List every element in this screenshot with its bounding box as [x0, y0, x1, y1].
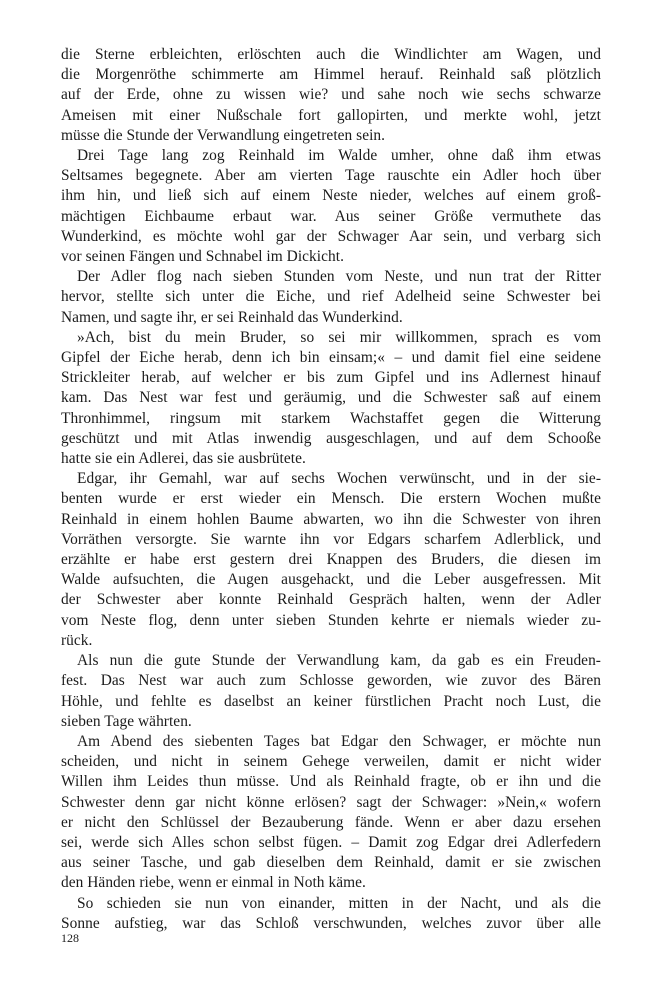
text-line: Der Adler flog nach sieben Stunden vom Neste, und nun trat der Ritter [77, 268, 601, 286]
text-line: Am Abend des siebenten Tages bat Edgar den Schwager, er möchte nun [77, 732, 601, 750]
text-line: mächtigen Eichbaume erbaut war. Aus seiner Größe vermuthete das [61, 207, 601, 225]
text-line: fest. Das Nest war auch zum Schlosse geworden, wie zuvor des Bären [61, 672, 601, 690]
text-line: ihm hin, und ließ sich auf einem Neste nieder, welches auf einem groß- [61, 187, 601, 205]
text-line: hervor, stellte sich unter die Eiche, und rief Adelheid seine Schwester bei [61, 288, 601, 306]
text-line: Strickleiter herab, auf welcher er bis zum Gipfel und ins Adlernest hinauf [61, 369, 601, 387]
text-line: Drei Tage lang zog Reinhald im Walde umher, ohne daß ihm etwas [77, 147, 601, 165]
text-line: Schwester denn gar nicht könne erlösen? sagt der Schwager: »Nein,« wofern [61, 793, 601, 811]
text-line: Ameisen mit einer Nußschale fort gallopirten, und merkte wohl, jetzt [61, 106, 601, 124]
text-line: Reinhald in einem hohlen Baume abwarten, wo ihn die Schwester von ihren [61, 510, 601, 528]
text-line: geschützt und mit Atlas inwendig ausgeschlagen, und auf dem Schooße [61, 429, 601, 447]
text-line: Höhle, und fehlte es daselbst an keiner fürstlichen Pracht noch Lust, die [61, 692, 601, 710]
page-number: 128 [61, 931, 79, 945]
text-line: aus seiner Tasche, und gab dieselben dem Reinhald, damit er sie zwischen [61, 854, 601, 872]
text-line: erzählte er habe erst gestern drei Knappen des Bruders, die diesen im [61, 551, 601, 569]
text-line: der Schwester aber konnte Reinhald Gespräch halten, wenn der Adler [61, 591, 601, 609]
text-line: die Sterne erbleichten, erlöschten auch die Windlichter am Wagen, und [61, 46, 601, 63]
text-line: Wunderkind, es möchte wohl gar der Schwager Aar sein, und verbarg sich [61, 227, 601, 245]
text-line: Walde aufsuchten, die Augen ausgehackt, und die Leber ausgefressen. Mit [61, 571, 601, 589]
text-line: sei, werde sich Alles schon selbst fügen. – Damit zog Edgar drei Adlerfedern [61, 833, 601, 851]
text-line: »Ach, bist du mein Bruder, so sei mir willkommen, sprach es vom [77, 328, 601, 346]
text-line: Edgar, ihr Gemahl, war auf sechs Wochen verwünscht, und in der sie- [77, 470, 601, 488]
text-line: die Morgenröthe schimmerte am Himmel herauf. Reinhald saß plötzlich [61, 66, 601, 84]
text-line: den Händen riebe, wenn er einmal in Noth käme. [61, 874, 366, 892]
text-line: Gipfel der Eiche herab, denn ich bin einsam;« – und damit fiel eine seidene [61, 349, 601, 367]
text-line: Sonne aufstieg, war das Schloß verschwunden, welches zuvor über alle [61, 914, 601, 932]
text-line: auf der Erde, ohne zu wissen wie? und sahe noch wie sechs schwarze [61, 86, 601, 104]
text-line: benten wurde er erst wieder ein Mensch. Die erstern Wochen mußte [61, 490, 601, 508]
text-line: vom Neste flog, denn unter sieben Stunden kehrte er niemals wieder zu- [61, 611, 601, 629]
text-line: scheiden, und nicht in seinem Gehege verweilen, damit er nicht wider [61, 753, 601, 771]
text-line: Willen ihm Leides thun müsse. Und als Reinhald fragte, ob er ihn und die [61, 773, 601, 791]
text-line: So schieden sie nun von einander, mitten in der Nacht, und als die [77, 894, 601, 912]
text-line: rück. [61, 631, 93, 649]
text-line: Als nun die gute Stunde der Verwandlung kam, da gab es ein Freuden- [77, 652, 601, 670]
text-line: Vorräthen versorgte. Sie warnte ihn vor Edgars scharfem Adlerblick, und [61, 530, 601, 548]
text-line: müsse die Stunde der Verwandlung eingetreten sein. [61, 126, 386, 144]
text-line: vor seinen Fängen und Schnabel im Dickicht. [61, 248, 344, 266]
text-line: er nicht den Schlüssel der Bezauberung fände. Wenn er aber dazu ersehen [61, 813, 601, 831]
text-line: kam. Das Nest war fest und geräumig, und die Schwester saß auf einem [61, 389, 601, 407]
text-line: Thronhimmel, ringsum mit starkem Wachstaffet gegen die Witterung [61, 409, 601, 427]
text-line: hatte sie ein Adlerei, das sie ausbrütete. [61, 450, 306, 468]
text-line: Namen, und sagte ihr, er sei Reinhald das Wunderkind. [61, 308, 403, 326]
text-line: sieben Tage währten. [61, 712, 192, 730]
page-text [61, 45, 601, 934]
text-line: Seltsames begegnete. Aber am vierten Tage rauschte ein Adler hoch über [61, 167, 601, 185]
